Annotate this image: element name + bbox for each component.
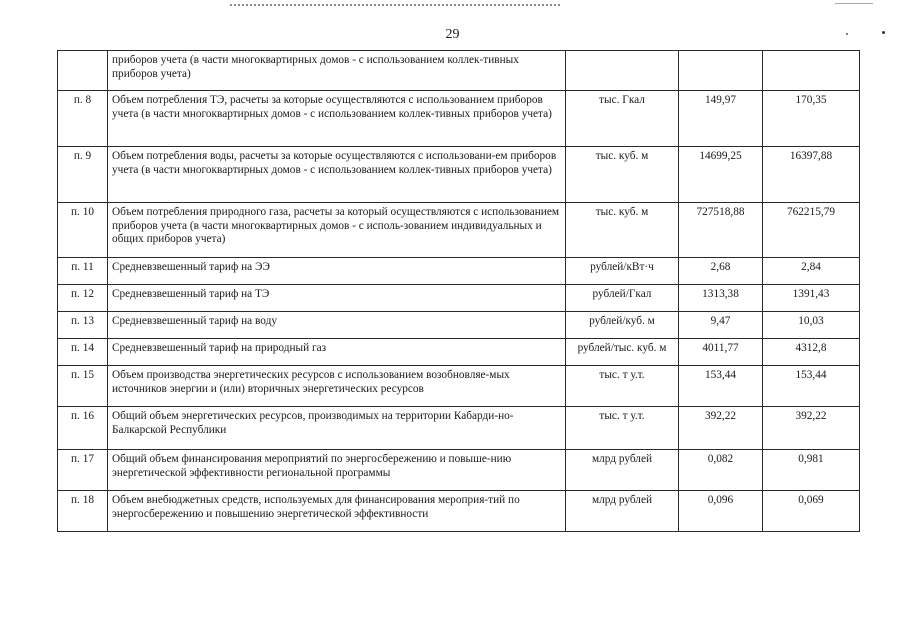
row-unit: рублей/тыс. куб. м bbox=[566, 339, 679, 366]
row-value-1: 9,47 bbox=[679, 312, 763, 339]
row-value-1: 149,97 bbox=[679, 91, 763, 147]
row-description: Средневзвешенный тариф на воду bbox=[108, 312, 566, 339]
top-right-scan-mark bbox=[835, 0, 873, 4]
row-value-1: 4011,77 bbox=[679, 339, 763, 366]
row-description: Общий объем энергетических ресурсов, производимых на территории Кабарди-но-Балкарской Республики bbox=[108, 407, 566, 450]
row-ref: п. 16 bbox=[58, 407, 108, 450]
row-description: Средневзвешенный тариф на ТЭ bbox=[108, 285, 566, 312]
row-value-2: 10,03 bbox=[763, 312, 860, 339]
row-ref: п. 17 bbox=[58, 450, 108, 491]
row-value-2: 2,84 bbox=[763, 258, 860, 285]
row-description: приборов учета (в части многоквартирных домов - с использованием коллек-тивных приборов учета) bbox=[108, 51, 566, 91]
table-row bbox=[58, 312, 860, 339]
row-value-1: 0,096 bbox=[679, 491, 763, 532]
row-value-2: 16397,88 bbox=[763, 147, 860, 203]
row-ref bbox=[58, 51, 108, 91]
row-value-2: 0,069 bbox=[763, 491, 860, 532]
table-row bbox=[58, 91, 860, 147]
row-value-2: 0,981 bbox=[763, 450, 860, 491]
table-row bbox=[58, 339, 860, 366]
row-ref: п. 12 bbox=[58, 285, 108, 312]
row-value-1: 153,44 bbox=[679, 366, 763, 407]
row-ref: п. 13 bbox=[58, 312, 108, 339]
row-description: Объем внебюджетных средств, используемых для финансирования мероприя-тий по энергосбережению и повышению энергетической эффективности bbox=[108, 491, 566, 532]
row-ref: п. 8 bbox=[58, 91, 108, 147]
row-value-1: 1313,38 bbox=[679, 285, 763, 312]
row-unit: рублей/кВт·ч bbox=[566, 258, 679, 285]
row-description: Объем потребления воды, расчеты за которые осуществляются с использовани-ем приборов учета (в части многоквартирных домов - с использованием коллек-тивных приборов учета) bbox=[108, 147, 566, 203]
row-value-1: 0,082 bbox=[679, 450, 763, 491]
row-ref: п. 11 bbox=[58, 258, 108, 285]
row-value-1 bbox=[679, 51, 763, 91]
row-unit: млрд рублей bbox=[566, 450, 679, 491]
row-value-1: 2,68 bbox=[679, 258, 763, 285]
table-row bbox=[58, 450, 860, 491]
row-value-2: 170,35 bbox=[763, 91, 860, 147]
row-description: Объем потребления ТЭ, расчеты за которые осуществляются с использованием приборов учета (в части многоквартирных домов - с использованием коллек-тивных приборов учета) bbox=[108, 91, 566, 147]
row-unit: тыс. Гкал bbox=[566, 91, 679, 147]
row-unit: тыс. куб. м bbox=[566, 203, 679, 258]
table-row bbox=[58, 366, 860, 407]
table-row bbox=[58, 51, 860, 91]
row-value-2: 153,44 bbox=[763, 366, 860, 407]
row-ref: п. 9 bbox=[58, 147, 108, 203]
row-value-1: 392,22 bbox=[679, 407, 763, 450]
row-ref: п. 18 bbox=[58, 491, 108, 532]
table-row bbox=[58, 258, 860, 285]
table-row bbox=[58, 407, 860, 450]
page-number: 29 bbox=[445, 27, 460, 42]
table-row bbox=[58, 491, 860, 532]
row-value-2: 1391,43 bbox=[763, 285, 860, 312]
row-value-1: 14699,25 bbox=[679, 147, 763, 203]
row-value-2: 762215,79 bbox=[763, 203, 860, 258]
row-unit bbox=[566, 51, 679, 91]
row-description: Средневзвешенный тариф на природный газ bbox=[108, 339, 566, 366]
indicators-table bbox=[57, 50, 860, 532]
row-description: Объем производства энергетических ресурсов с использованием возобновляе-мых источников энергии и (или) вторичных энергетических ресурсов bbox=[108, 366, 566, 407]
row-description: Средневзвешенный тариф на ЭЭ bbox=[108, 258, 566, 285]
row-unit: рублей/Гкал bbox=[566, 285, 679, 312]
row-ref: п. 10 bbox=[58, 203, 108, 258]
row-unit: тыс. т у.т. bbox=[566, 366, 679, 407]
top-scan-marks bbox=[230, 0, 560, 6]
row-description: Объем потребления природного газа, расчеты за который осуществляются с использованием приборов учета (в части многоквартирных домов - с исполь-зованием индивидуальных и общих приборов учета) bbox=[108, 203, 566, 258]
row-unit: млрд рублей bbox=[566, 491, 679, 532]
row-unit: тыс. куб. м bbox=[566, 147, 679, 203]
row-unit: рублей/куб. м bbox=[566, 312, 679, 339]
table-row bbox=[58, 285, 860, 312]
row-ref: п. 15 bbox=[58, 366, 108, 407]
row-value-1: 727518,88 bbox=[679, 203, 763, 258]
row-description: Общий объем финансирования мероприятий по энергосбережению и повыше-нию энергетической эффективности региональной программы bbox=[108, 450, 566, 491]
row-value-2 bbox=[763, 51, 860, 91]
row-value-2: 392,22 bbox=[763, 407, 860, 450]
row-unit: тыс. т у.т. bbox=[566, 407, 679, 450]
table-row bbox=[58, 203, 860, 258]
table-row bbox=[58, 147, 860, 203]
row-value-2: 4312,8 bbox=[763, 339, 860, 366]
row-ref: п. 14 bbox=[58, 339, 108, 366]
